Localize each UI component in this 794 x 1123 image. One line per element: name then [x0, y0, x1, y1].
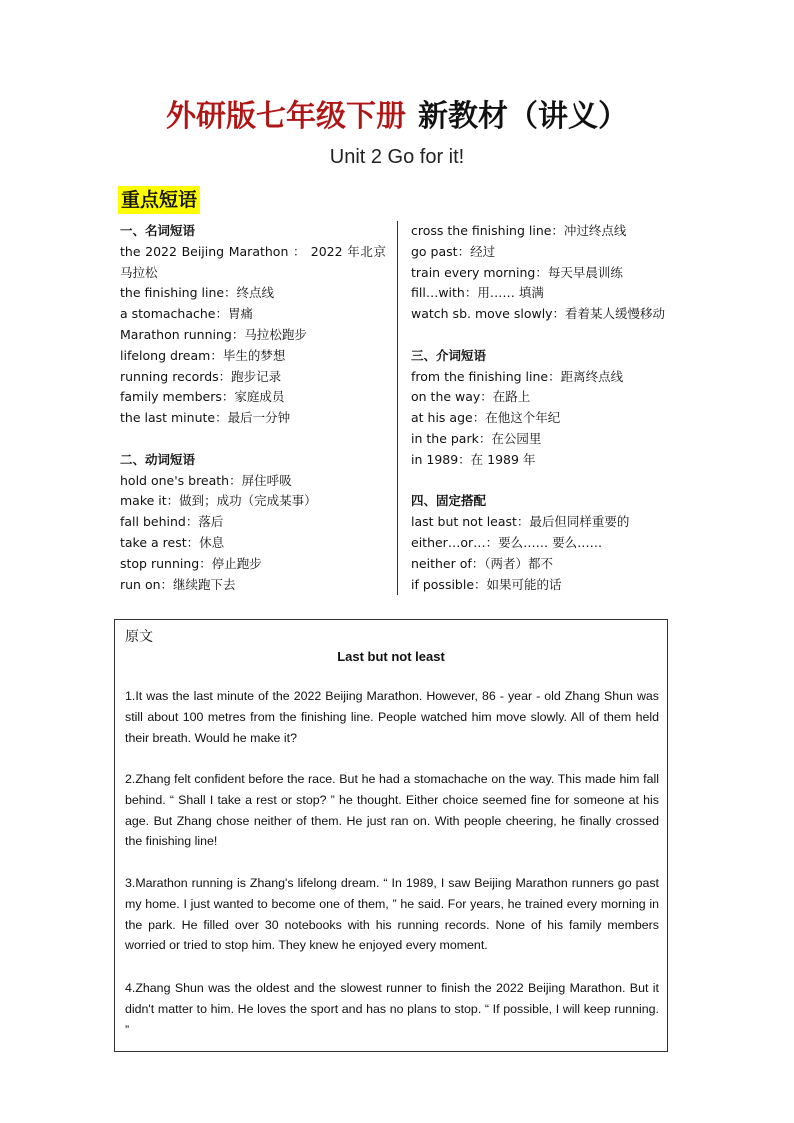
column-divider — [397, 221, 398, 595]
phrase-item: hold one's breath：屏住呼吸 — [120, 472, 292, 488]
phrases-left-column — [120, 221, 386, 595]
spacer — [411, 325, 681, 346]
passage-paragraph: 1.It was the last minute of the 2022 Beijing Marathon. However, 86 - year - old Zhang Shun was still about 100 metres from the finishing line. People watched him move slowly. All of them held their breath. Would he make it? — [125, 689, 659, 745]
phrase-item: make it：做到；成功（完成某事） — [120, 493, 317, 509]
phrase-item: from the finishing line：距离终点线 — [411, 368, 624, 384]
phrase-item: the finishing line：终点线 — [120, 285, 275, 301]
phrase-item: run on：继续跑下去 — [120, 576, 236, 592]
phrase-item: either…or…：要么…… 要么…… — [411, 534, 603, 550]
phrase-item: lifelong dream：毕生的梦想 — [120, 347, 286, 363]
phrase-item: fall behind：落后 — [120, 514, 224, 530]
phrase-item: watch sb. move slowly：看着某人缓慢移动 — [411, 306, 666, 322]
phrase-item: in the park：在公园里 — [411, 430, 542, 446]
original-text-box — [114, 619, 668, 1052]
phrase-item: fill…with：用…… 填满 — [411, 285, 544, 301]
title-red-part: 外研版七年级下册 — [166, 99, 406, 134]
phrase-item: in 1989：在 1989 年 — [411, 451, 536, 467]
phrase-item: Marathon running：马拉松跑步 — [120, 326, 307, 342]
passage-paragraph: 2.Zhang felt confident before the race. But he had a stomachache on the way. This made him fall behind. “ Shall I take a rest or stop? ” he thought. Either choice seemed fine for someone at his age. But Zhang chose neither of them. He just ran on. With people cheering, he finally crossed the finishing line! — [125, 772, 659, 849]
unit-subtitle: Unit 2 Go for it! — [329, 146, 465, 168]
key-phrases-heading: 重点短语 — [118, 186, 200, 214]
spacer — [411, 471, 681, 492]
original-text-label: 原文 — [125, 629, 153, 645]
phrase-item: on the way：在路上 — [411, 389, 531, 405]
phrase-item: go past：经过 — [411, 243, 496, 259]
phrase-item: neither of：（两者）都不 — [411, 555, 554, 571]
phrase-item: a stomachache：胃痛 — [120, 306, 253, 322]
phrase-item: the 2022 Beijing Marathon ： 2022 年北京马拉松 — [120, 243, 386, 280]
prep-phrases-heading: 三、介词短语 — [411, 347, 487, 363]
page-title — [0, 97, 794, 137]
noun-phrases-heading: 一、名词短语 — [120, 223, 196, 238]
phrase-item: if possible：如果可能的话 — [411, 576, 562, 592]
title-black-part: 新教材（讲义） — [418, 99, 628, 134]
phrase-item: the last minute：最后一分钟 — [120, 410, 291, 426]
phrase-item: take a rest：休息 — [120, 534, 225, 550]
verb-phrases-heading: 二、动词短语 — [120, 451, 196, 467]
passage-paragraph: 4.Zhang Shun was the oldest and the slowest runner to finish the 2022 Beijing Marathon. But it didn't matter to him. He loves the sport and has no plans to stop. “ If possible, I will keep running. ” — [125, 981, 659, 1037]
passage-title: Last but not least — [337, 649, 445, 664]
phrase-item: family members：家庭成员 — [120, 389, 285, 405]
passage-paragraph: 3.Marathon running is Zhang's lifelong dream. “ In 1989, I saw Beijing Marathon runners go past my home. I just wanted to become one of them, ” he said. For years, he trained every morning in the park. He filled over 30 notebooks with his running records. None of his family members worried or tried to stop him. They knew he enjoyed every moment. — [125, 876, 659, 953]
phrase-item: running records：跑步记录 — [120, 368, 282, 384]
phrase-item: stop running：停止跑步 — [120, 555, 262, 571]
phrase-item: cross the finishing line：冲过终点线 — [411, 223, 627, 238]
phrase-item: last but not least：最后但同样重要的 — [411, 514, 630, 530]
fixed-phrases-heading: 四、固定搭配 — [411, 493, 487, 509]
phrases-right-column — [411, 221, 681, 595]
phrase-item: at his age：在他这个年纪 — [411, 410, 561, 426]
spacer — [120, 429, 386, 450]
phrase-item: train every morning：每天早晨训练 — [411, 264, 623, 280]
